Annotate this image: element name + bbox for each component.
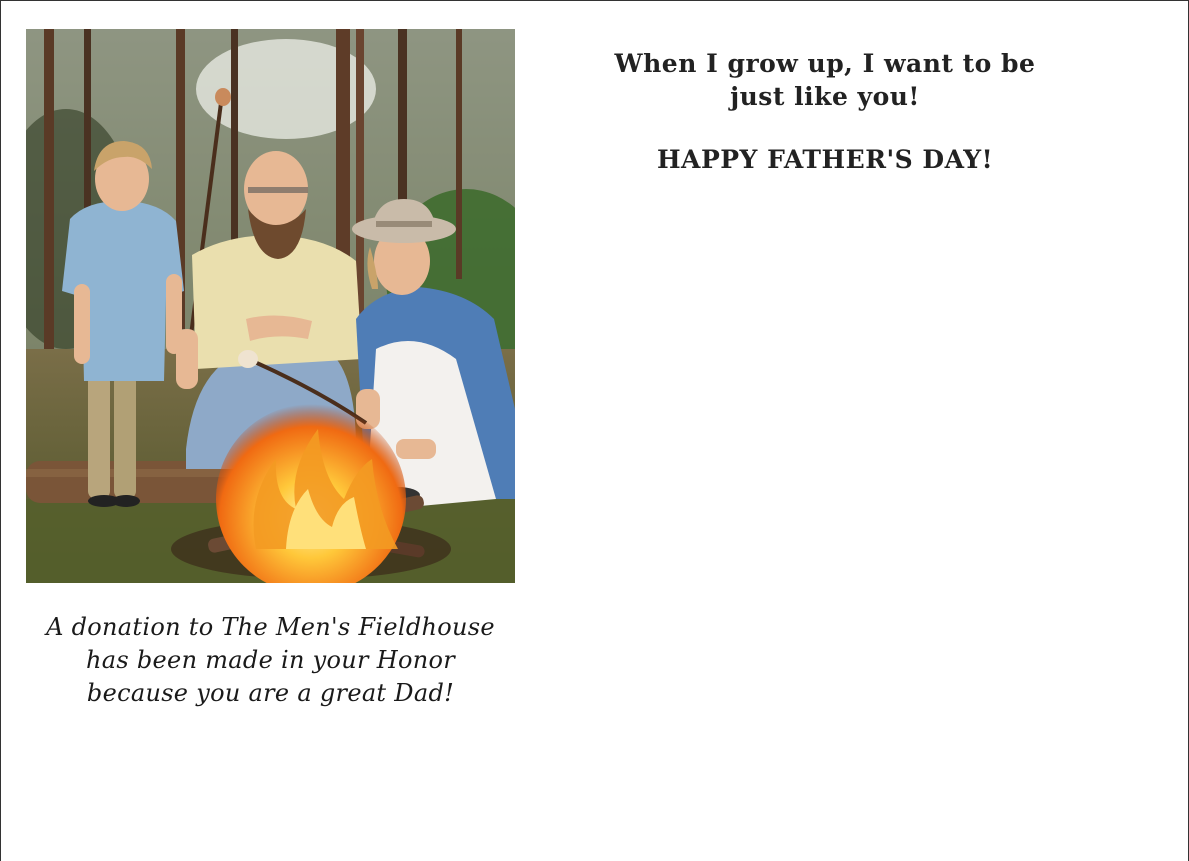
message-line-1: When I grow up, I want to be: [614, 49, 1036, 78]
marshmallow: [215, 88, 231, 106]
donation-line-2: has been made in your Honor: [85, 646, 455, 674]
donation-line-3: because you are a great Dad!: [86, 679, 455, 707]
marshmallow-2: [238, 350, 258, 368]
family-campfire-photo: [26, 29, 515, 583]
photo-illustration: [26, 29, 515, 583]
card-message: [595, 47, 1055, 175]
donation-line-1: A donation to The Men's Fieldhouse: [46, 613, 495, 641]
message-line-2: just like you!: [730, 82, 920, 111]
donation-text: [26, 611, 515, 710]
fathers-day-greeting: HAPPY FATHER'S DAY!: [656, 145, 994, 174]
